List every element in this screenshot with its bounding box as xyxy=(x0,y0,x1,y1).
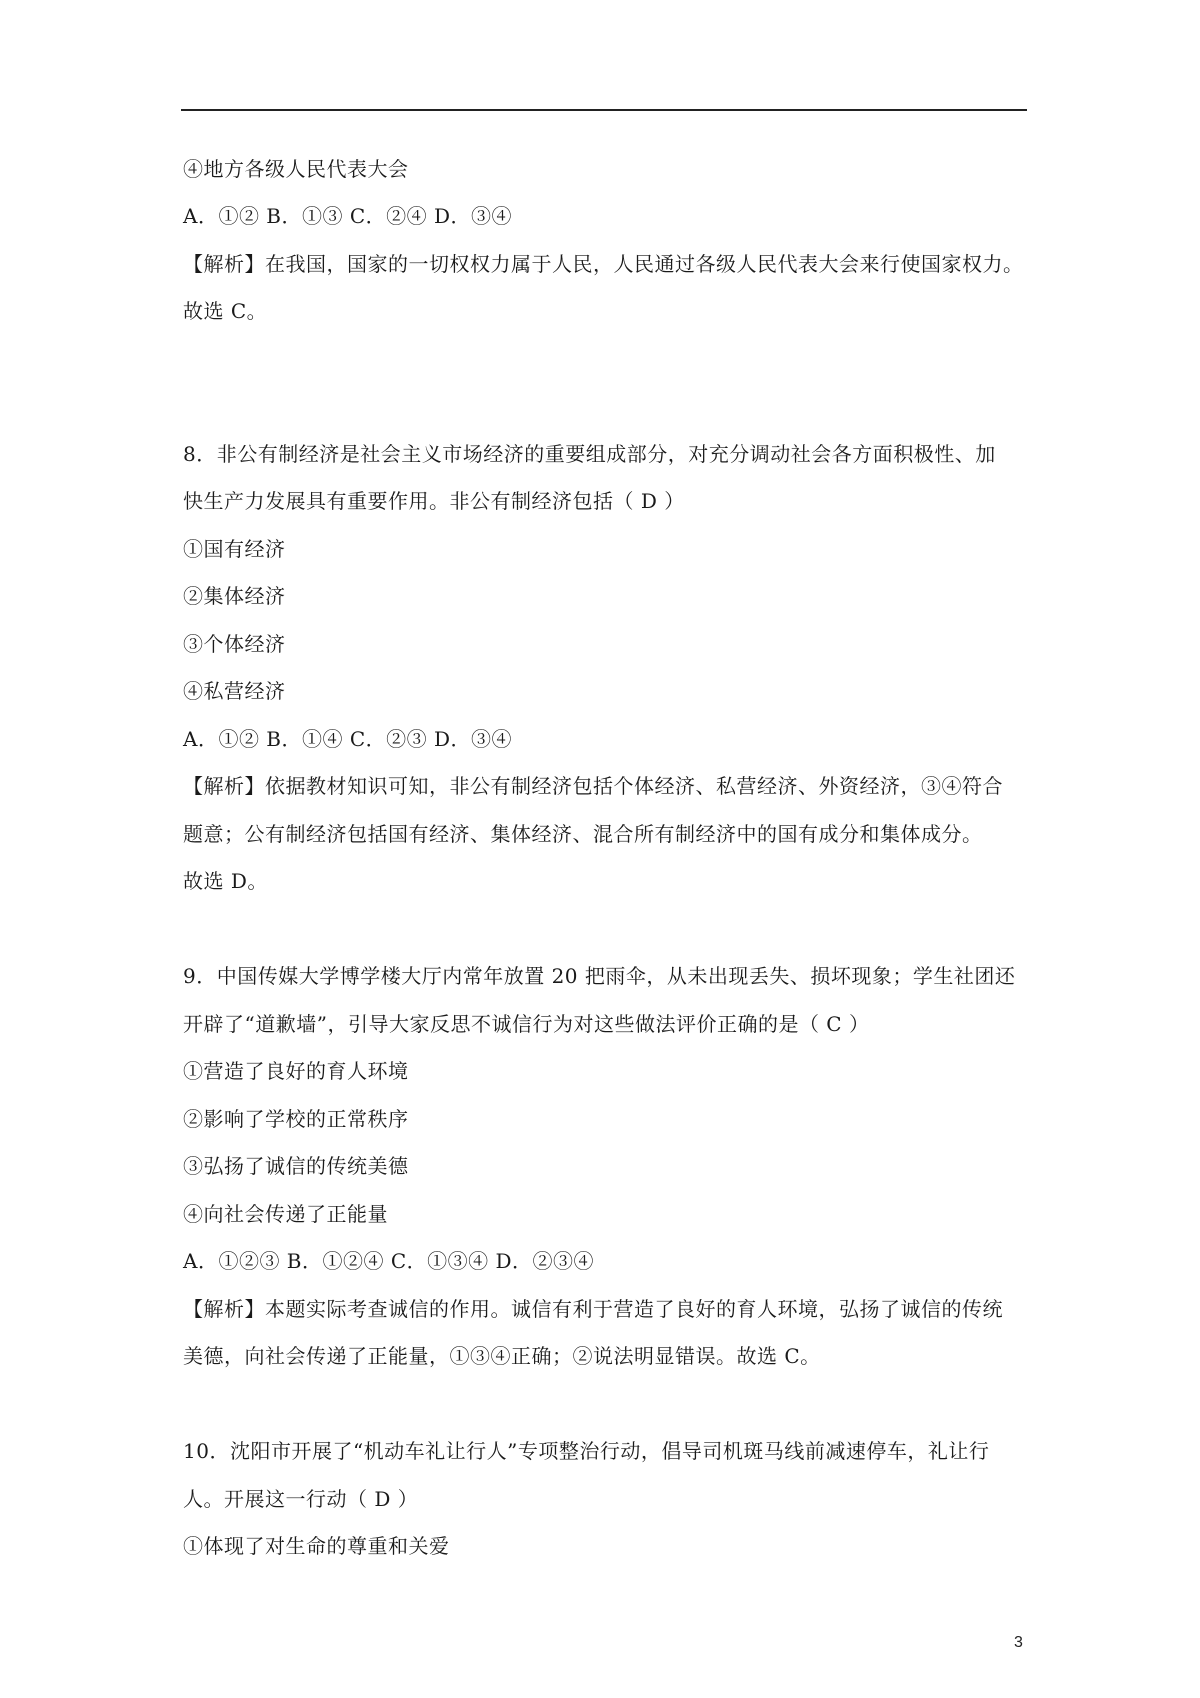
text-line: ④地方各级人民代表大会 xyxy=(183,157,409,181)
text-line: A．①②③ B．①②④ C．①③④ D．②③④ xyxy=(183,1249,595,1273)
text-line: 人。开展这一行动（ D ） xyxy=(183,1487,419,1511)
text-line: ①营造了良好的育人环境 xyxy=(183,1059,409,1083)
text-line: 题意；公有制经济包括国有经济、集体经济、混合所有制经济中的国有成分和集体成分。 xyxy=(183,822,983,846)
text-line: 快生产力发展具有重要作用。非公有制经济包括（ D ） xyxy=(183,489,685,513)
text-line: 开辟了“道歉墙”，引导大家反思不诚信行为对这些做法评价正确的是（ C ） xyxy=(183,1012,870,1036)
text-line: 美德，向社会传递了正能量，①③④正确；②说法明显错误。故选 C。 xyxy=(183,1344,821,1368)
text-line: ①国有经济 xyxy=(183,537,286,561)
text-line: ③弘扬了诚信的传统美德 xyxy=(183,1154,409,1178)
text-line: ②影响了学校的正常秩序 xyxy=(183,1107,409,1131)
text-line: 8．非公有制经济是社会主义市场经济的重要组成部分，对充分调动社会各方面积极性、加 xyxy=(183,442,996,466)
text-line: ②集体经济 xyxy=(183,584,286,608)
text-line: 【解析】在我国，国家的一切权权力属于人民，人民通过各级人民代表大会来行使国家权力。 xyxy=(183,252,1024,276)
text-line: 故选 D。 xyxy=(183,869,268,893)
text-line: ④私营经济 xyxy=(183,679,286,703)
text-line: ③个体经济 xyxy=(183,632,286,656)
text-line: A．①② B．①④ C．②③ D．③④ xyxy=(183,727,513,751)
text-line: 【解析】依据教材知识可知，非公有制经济包括个体经济、私营经济、外资经济，③④符合 xyxy=(183,774,1003,798)
text-line: 10．沈阳市开展了“机动车礼让行人”专项整治行动，倡导司机斑马线前减速停车，礼让行 xyxy=(183,1439,990,1463)
text-line: ④向社会传递了正能量 xyxy=(183,1202,388,1226)
header-rule xyxy=(181,109,1027,111)
text-line: 故选 C。 xyxy=(183,299,268,323)
text-line: 【解析】本题实际考查诚信的作用。诚信有利于营造了良好的育人环境，弘扬了诚信的传统 xyxy=(183,1297,1003,1321)
text-line: A．①② B．①③ C．②④ D．③④ xyxy=(183,204,513,228)
text-line: ①体现了对生命的尊重和关爱 xyxy=(183,1534,450,1558)
text-line: 9．中国传媒大学博学楼大厅内常年放置 20 把雨伞，从未出现丢失、损坏现象；学生社团还 xyxy=(183,964,1016,988)
page-number: 3 xyxy=(1014,1634,1023,1651)
